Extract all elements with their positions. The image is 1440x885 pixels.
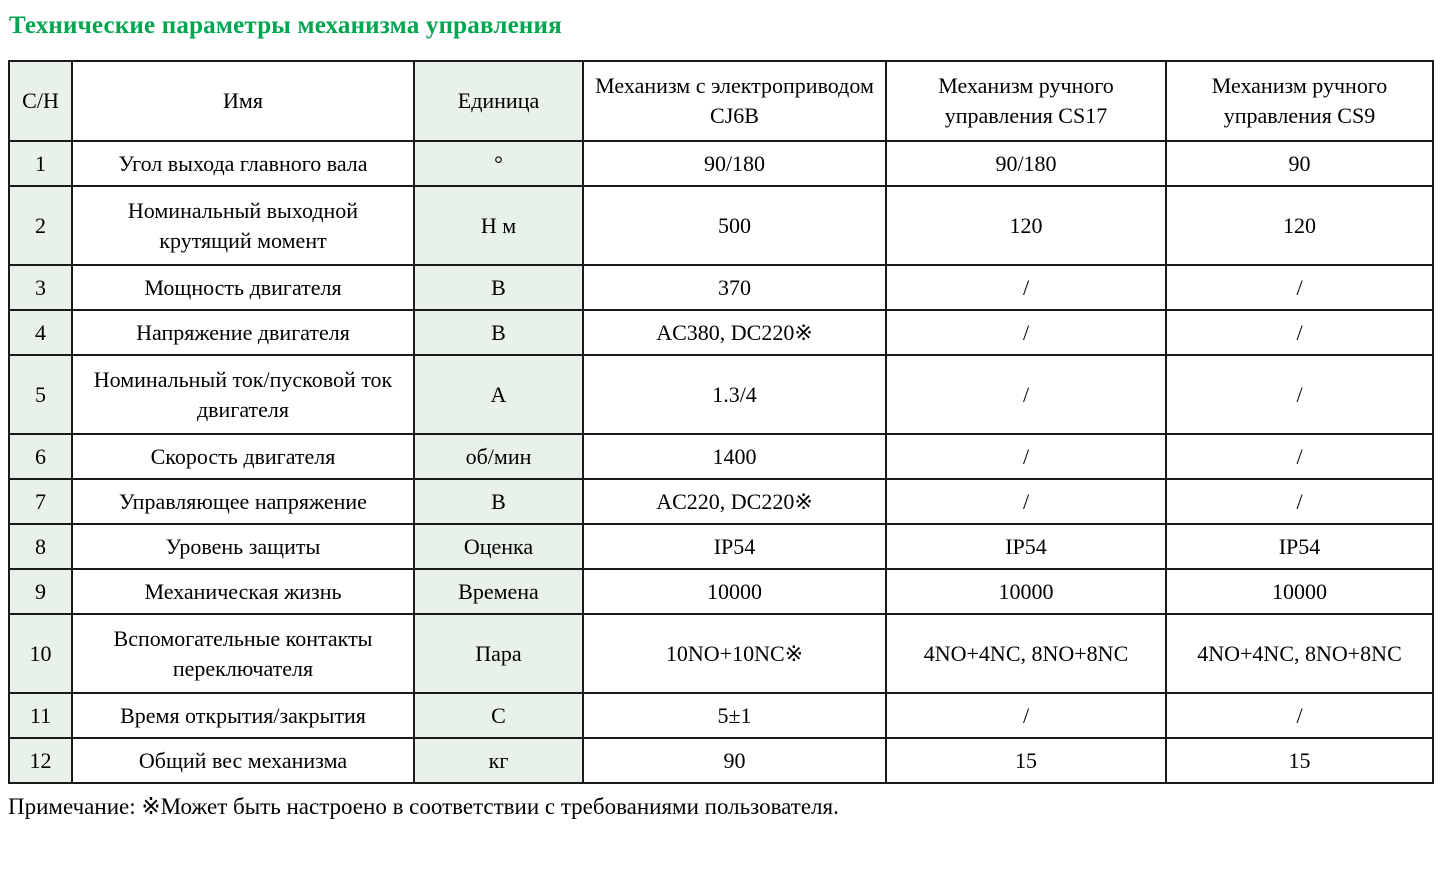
cell-sn: 5 [9,355,72,434]
cell-cs9: / [1166,310,1433,355]
table-row [9,569,1433,614]
cell-cj6b: AC380, DC220※ [583,310,886,355]
cell-unit: кг [414,738,583,783]
table-row [9,614,1433,693]
cell-unit: С [414,693,583,738]
cell-name: Напряжение двигателя [72,310,414,355]
cell-cs9: 4NO+4NC, 8NO+8NC [1166,614,1433,693]
header-row [9,61,1433,141]
cell-name: Номинальный ток/пусковой ток двигателя [72,355,414,434]
cell-sn: 2 [9,186,72,265]
col-header-unit: Единица [414,61,583,141]
cell-cs17: / [886,355,1166,434]
cell-cs17: / [886,479,1166,524]
cell-unit: В [414,310,583,355]
spec-table [8,60,1434,784]
cell-sn: 11 [9,693,72,738]
cell-cs17: / [886,265,1166,310]
table-row [9,693,1433,738]
table-row [9,265,1433,310]
cell-cs9: / [1166,265,1433,310]
cell-cs17: 4NO+4NC, 8NO+8NC [886,614,1166,693]
cell-name: Механическая жизнь [72,569,414,614]
col-header-cs17: Механизм ручного управления CS17 [886,61,1166,141]
cell-unit: В [414,479,583,524]
cell-cj6b: 1400 [583,434,886,479]
cell-cs9: 120 [1166,186,1433,265]
cell-name: Вспомогательные контакты переключателя [72,614,414,693]
cell-cs9: / [1166,355,1433,434]
cell-cj6b: IP54 [583,524,886,569]
cell-cs17: / [886,693,1166,738]
cell-cs17: 120 [886,186,1166,265]
cell-cs9: / [1166,693,1433,738]
cell-name: Общий вес механизма [72,738,414,783]
table-row [9,141,1433,186]
footnote: Примечание: ※Может быть настроено в соответствии с требованиями пользователя. [8,794,839,819]
cell-cj6b: 1.3/4 [583,355,886,434]
cell-unit: Н м [414,186,583,265]
table-row [9,186,1433,265]
cell-cs9: IP54 [1166,524,1433,569]
cell-cs17: IP54 [886,524,1166,569]
cell-unit: В [414,265,583,310]
cell-unit: Времена [414,569,583,614]
cell-cs9: / [1166,434,1433,479]
cell-cj6b: 5±1 [583,693,886,738]
cell-sn: 4 [9,310,72,355]
cell-name: Номинальный выходной крутящий момент [72,186,414,265]
cell-cs17: / [886,310,1166,355]
cell-cs17: 90/180 [886,141,1166,186]
cell-name: Уровень защиты [72,524,414,569]
col-header-cs9: Механизм ручного управления CS9 [1166,61,1433,141]
cell-unit: А [414,355,583,434]
cell-unit: об/мин [414,434,583,479]
table-row [9,310,1433,355]
cell-cj6b: 10NO+10NC※ [583,614,886,693]
cell-sn: 3 [9,265,72,310]
cell-cj6b: 500 [583,186,886,265]
cell-name: Скорость двигателя [72,434,414,479]
cell-unit: Оценка [414,524,583,569]
cell-cs17: 15 [886,738,1166,783]
cell-name: Время открытия/закрытия [72,693,414,738]
cell-sn: 6 [9,434,72,479]
cell-cs9: 10000 [1166,569,1433,614]
cell-sn: 10 [9,614,72,693]
page-title: Технические параметры механизма управления [9,12,562,39]
cell-cs9: 90 [1166,141,1433,186]
cell-unit: ° [414,141,583,186]
cell-cs17: / [886,434,1166,479]
cell-name: Угол выхода главного вала [72,141,414,186]
cell-cs9: 15 [1166,738,1433,783]
table-row [9,434,1433,479]
table-row [9,355,1433,434]
cell-cs9: / [1166,479,1433,524]
cell-cj6b: 370 [583,265,886,310]
table-row [9,524,1433,569]
cell-cj6b: AC220, DC220※ [583,479,886,524]
col-header-sn: С/Н [9,61,72,141]
cell-name: Управляющее напряжение [72,479,414,524]
cell-sn: 7 [9,479,72,524]
cell-sn: 1 [9,141,72,186]
cell-unit: Пара [414,614,583,693]
table-row [9,479,1433,524]
cell-cs17: 10000 [886,569,1166,614]
table-row [9,738,1433,783]
cell-sn: 9 [9,569,72,614]
cell-cj6b: 10000 [583,569,886,614]
cell-sn: 8 [9,524,72,569]
cell-cj6b: 90 [583,738,886,783]
cell-name: Мощность двигателя [72,265,414,310]
cell-sn: 12 [9,738,72,783]
col-header-cj6b: Механизм с электроприводом CJ6B [583,61,886,141]
cell-cj6b: 90/180 [583,141,886,186]
col-header-name: Имя [72,61,414,141]
